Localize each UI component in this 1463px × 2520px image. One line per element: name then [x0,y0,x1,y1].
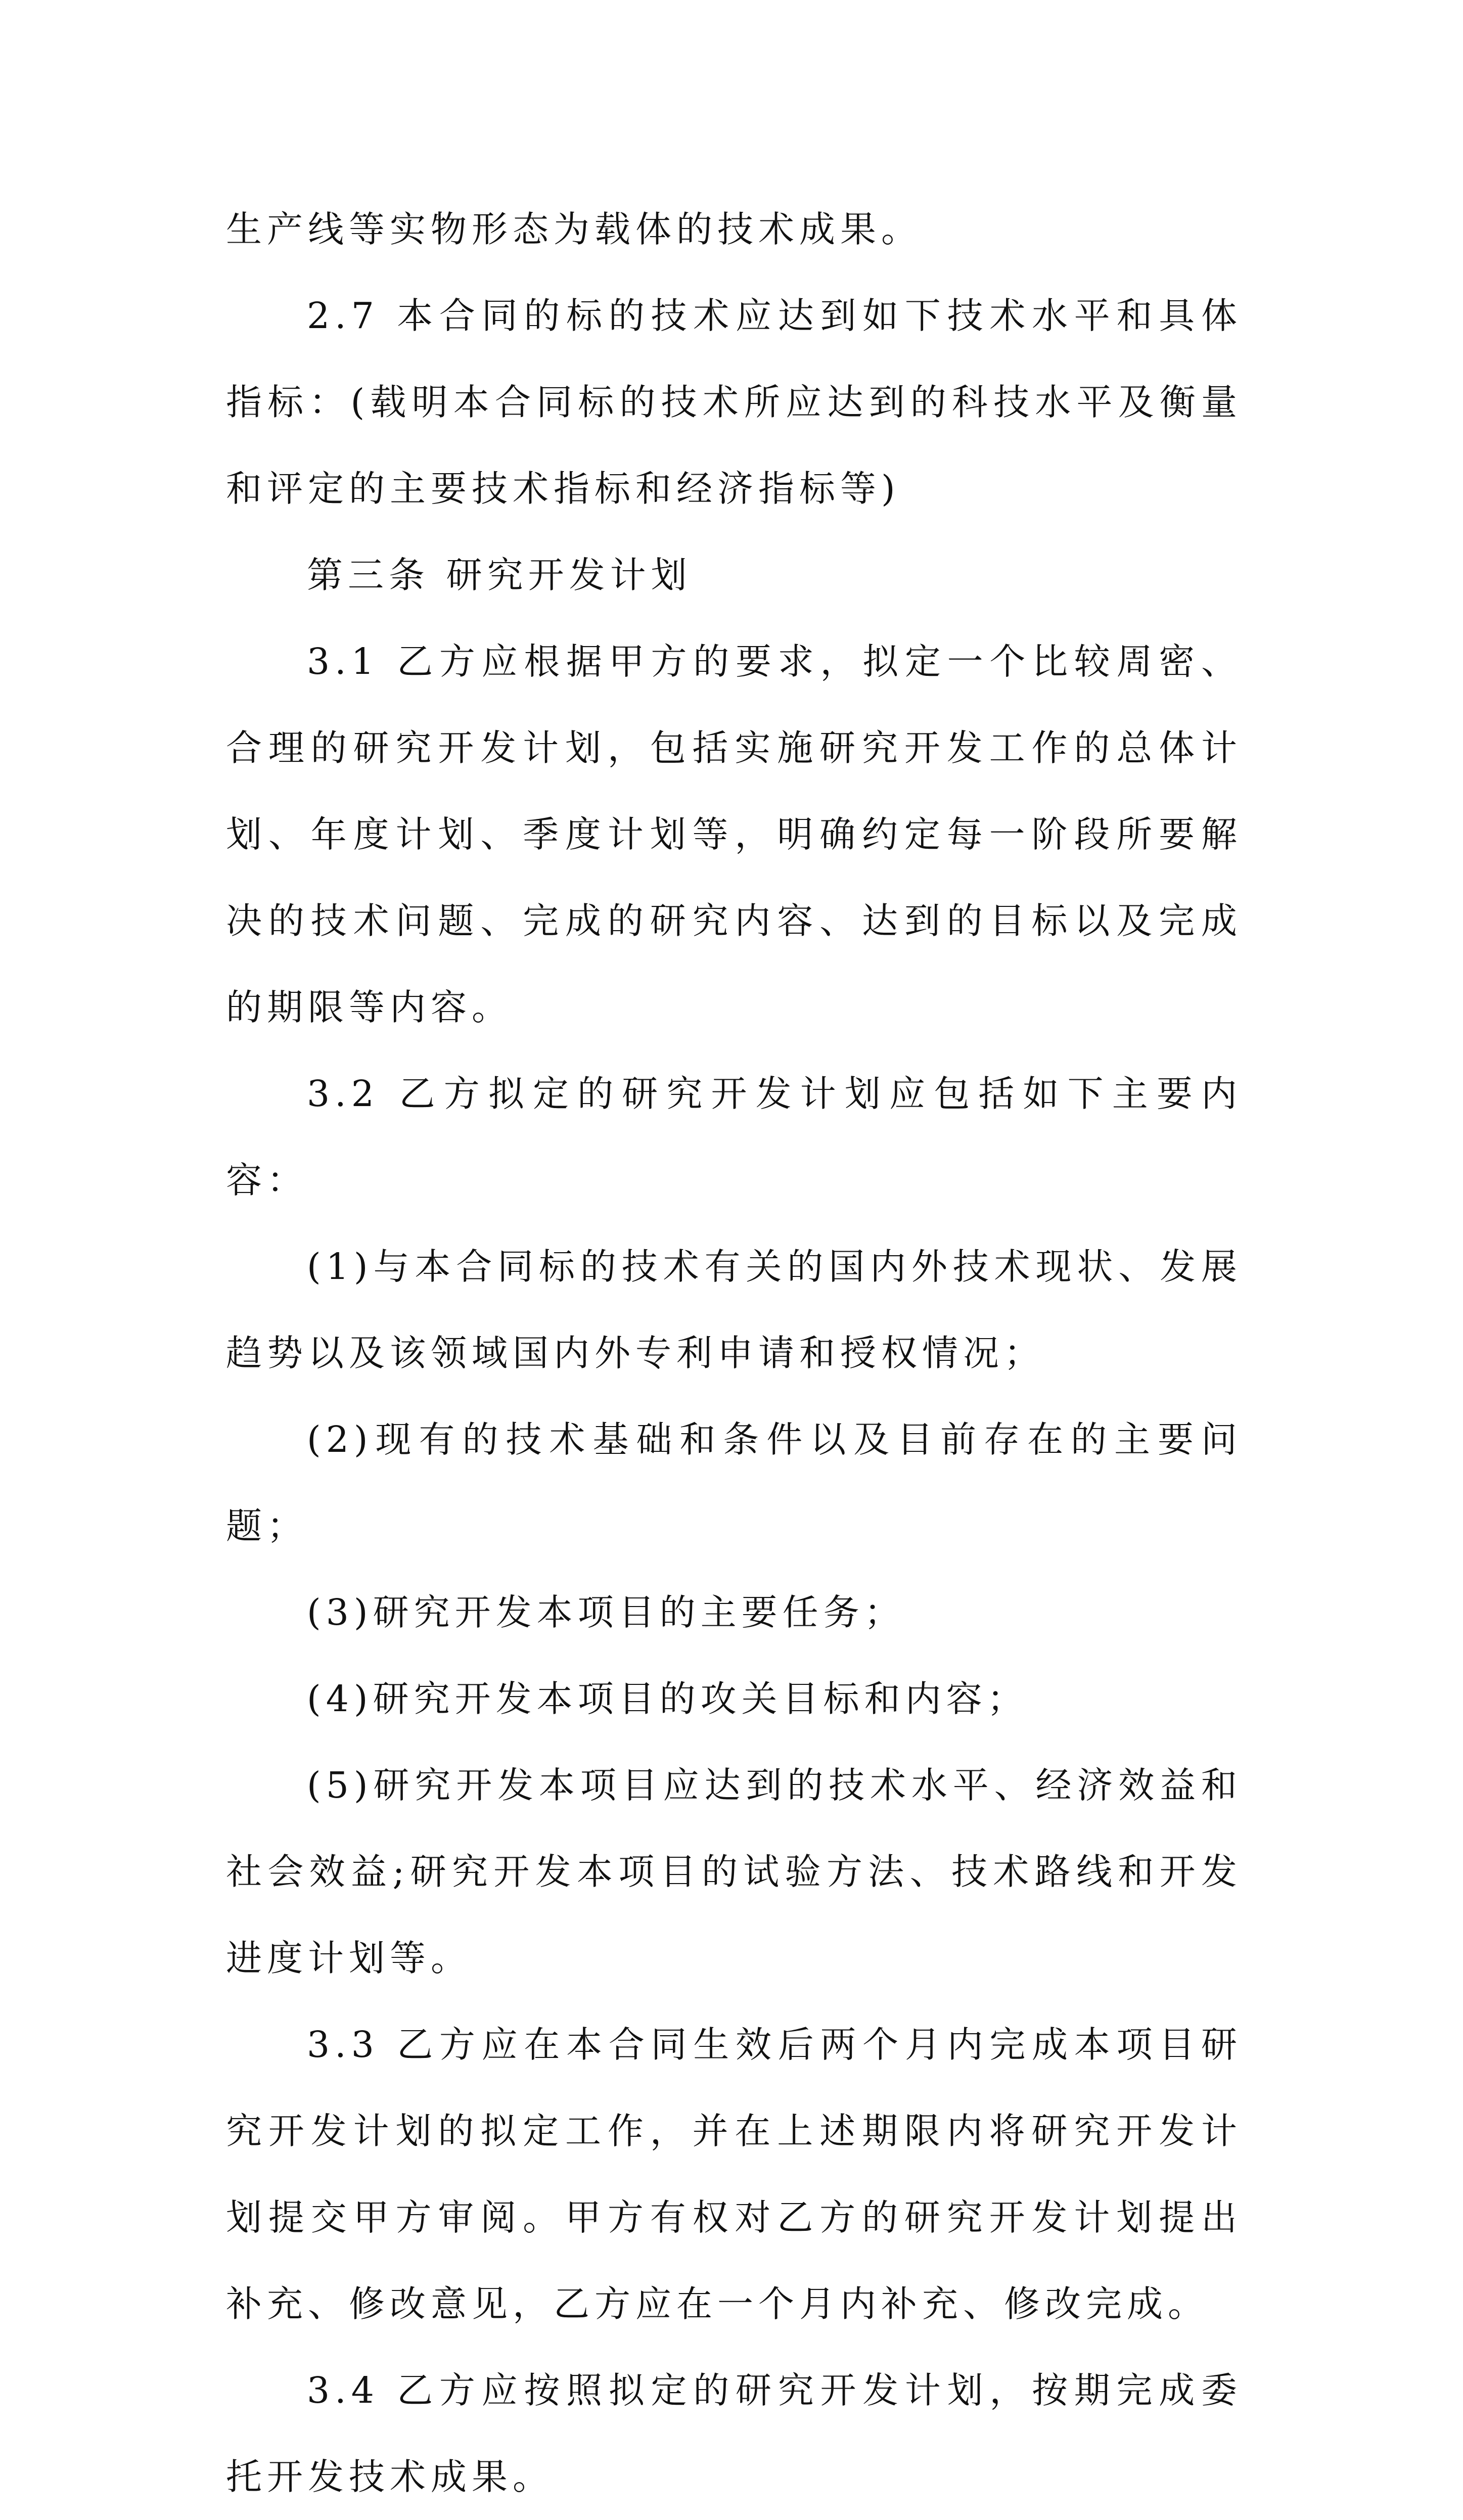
paragraph-continued-2-6: 生产线等实物形态为载体的技术成果。 [226,208,923,250]
article-3-heading: 第三条 研究开发计划 [307,554,692,596]
list-item-1: (1)与本合同标的技术有关的国内外技术现状、发展趋势以及该领域国内外专利申请和授权情况； [226,1246,1242,1374]
list-item-3: (3)研究开发本项目的主要任务； [307,1591,905,1633]
document-body [226,186,1242,2520]
paragraph-3-3: 3.3 乙方应在本合同生效后两个月内完成本项目研究开发计划的拟定工作，并在上述期限内将研究开发计划提交甲方审阅。甲方有权对乙方的研究开发计划提出补充、修改意见，乙方应在一个月内补充、修改完成。 [226,2024,1242,2325]
paragraph-3-2: 3.2 乙方拟定的研究开发计划应包括如下主要内容： [226,1073,1242,1201]
paragraph-2-7: 2.7 本合同的标的技术应达到如下技术水平和具体指标：(载明本合同标的技术所应达到的科技水平及衡量和评定的主要技术指标和经济指标等) [226,295,1242,510]
paragraph-3-1: 3.1 乙方应根据甲方的要求，拟定一个比较周密、合理的研究开发计划，包括实施研究开发工作的总体计划、年度计划、季度计划等，明确约定每一阶段所要解决的技术问题、完成的研究内容、达到的目标以及完成的期限等内容。 [226,640,1242,1028]
list-item-5: (5)研究开发本项目应达到的技术水平、经济效益和社会效益;研究开发本项目的试验方法、技术路线和开发进度计划等。 [226,1764,1242,1979]
paragraph-3-4: 3.4 乙方应按照拟定的研究开发计划，按期完成委托开发技术成果。 [226,2369,1242,2498]
list-item-4: (4)研究开发本项目的攻关目标和内容； [307,1678,1028,1720]
list-item-2: (2)现有的技术基础和条件以及目前存在的主要问题； [226,1418,1242,1547]
